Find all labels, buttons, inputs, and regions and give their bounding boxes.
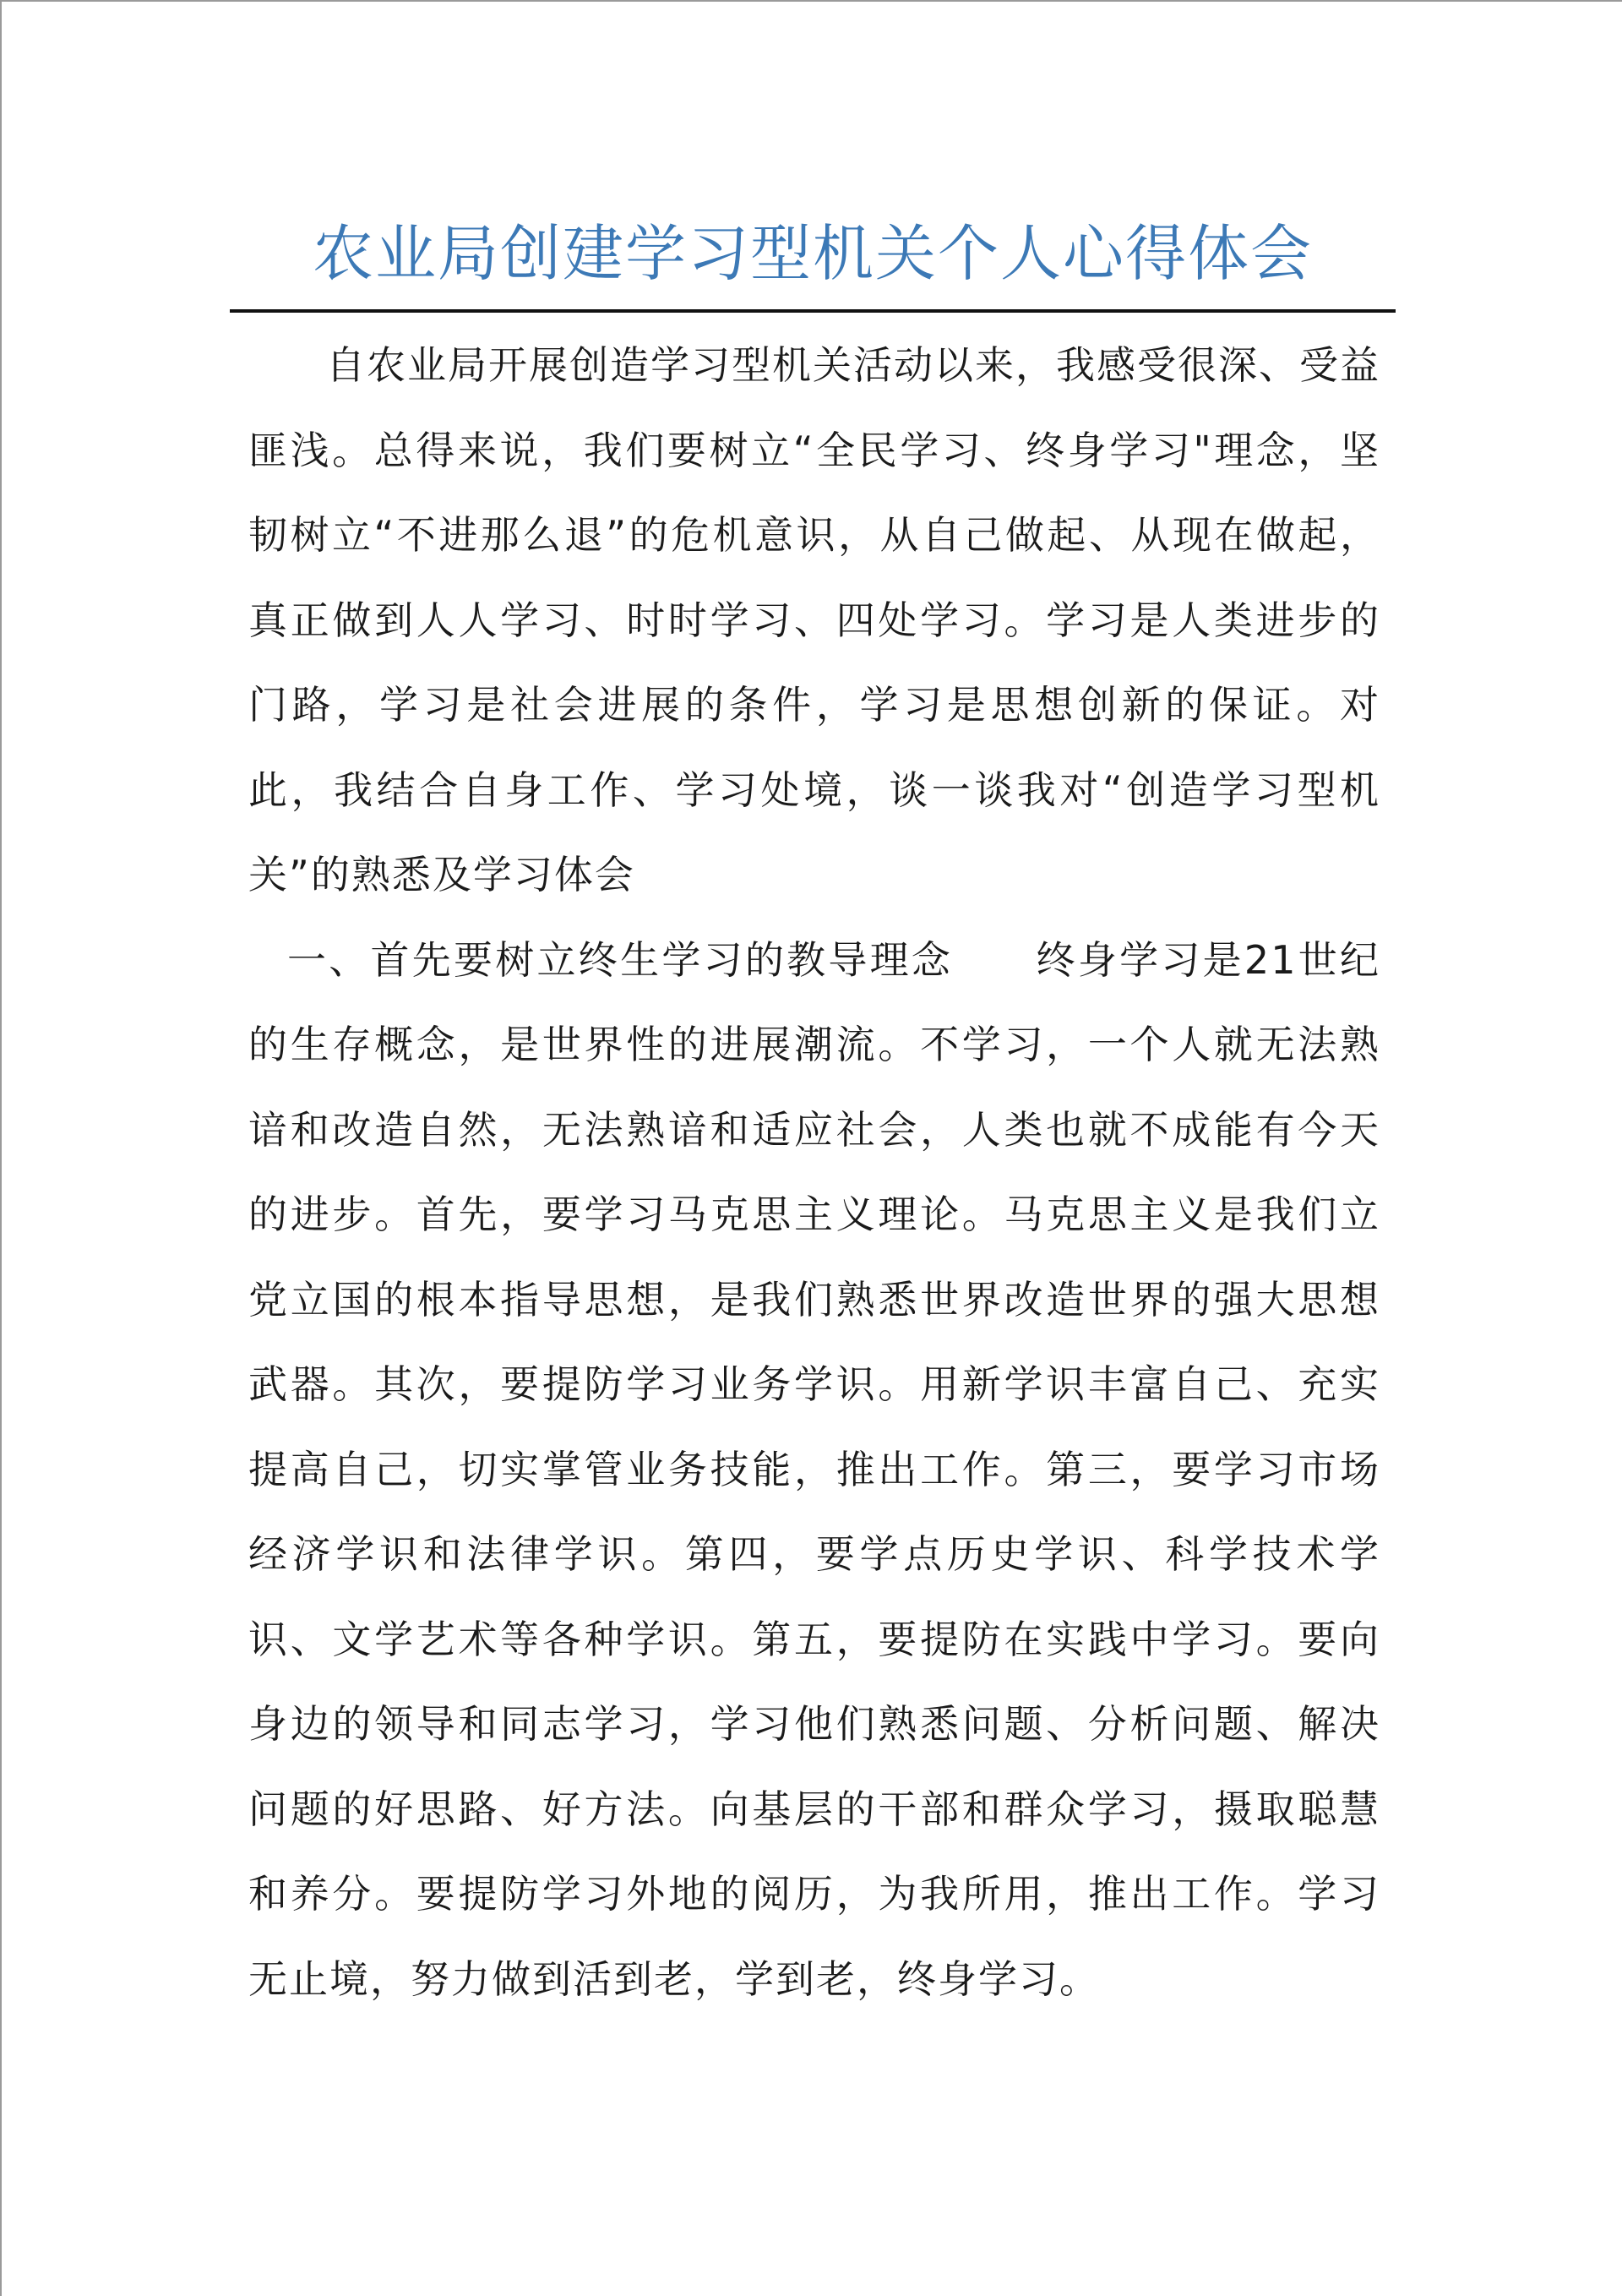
title-underline-divider — [230, 309, 1396, 313]
document-title: 农业局创建学习型机关个人心得体会 — [312, 218, 1313, 289]
document-body — [248, 323, 1380, 2021]
paragraph-intro: 自农业局开展创造学习型机关活动以来，我感受很深、受益匪浅。总得来说，我们要树立“全民学习、终身学习"理念，坚韧树立“不进那么退”的危机意识，从自己做起、从现在做起，真正做到人人学习、时时学习、四处学习。学习是人类进步的门路，学习是社会进展的条件，学习是思想创新的保证。对此，我结合自身工作、学习处境，谈一谈我对“创造学习型机关”的熟悉及学习体会 — [248, 342, 1380, 897]
paragraph-section-one: 一、首先要树立终生学习的教导理念 终身学习是21世纪的生存概念，是世界性的进展潮流。不学习，一个人就无法熟谙和改造自然，无法熟谙和适应社会，人类也就不成能有今天的进步。首先，要学习马克思主义理论。马克思主义是我们立党立国的根本指导思想，是我们熟悉世界改造世界的强大思想武器。其次，要提防学习业务学识。用新学识丰富自己、充实提高自己，切实掌管业务技能，推出工作。第三，要学习市场经济学识和法律学识。第四，要学点历史学识、科学技术学识、文学艺术等各种学识。第五，要提防在实践中学习。要向身边的领导和同志学习，学习他们熟悉问题、分析问题、解决问题的好思路、好方法。向基层的干部和群众学习，摄取聪慧和养分。要提防学习外地的阅历，为我所用，推出工作。学习无止境，努力做到活到老，学到老，终身学习。 — [248, 936, 1380, 2002]
